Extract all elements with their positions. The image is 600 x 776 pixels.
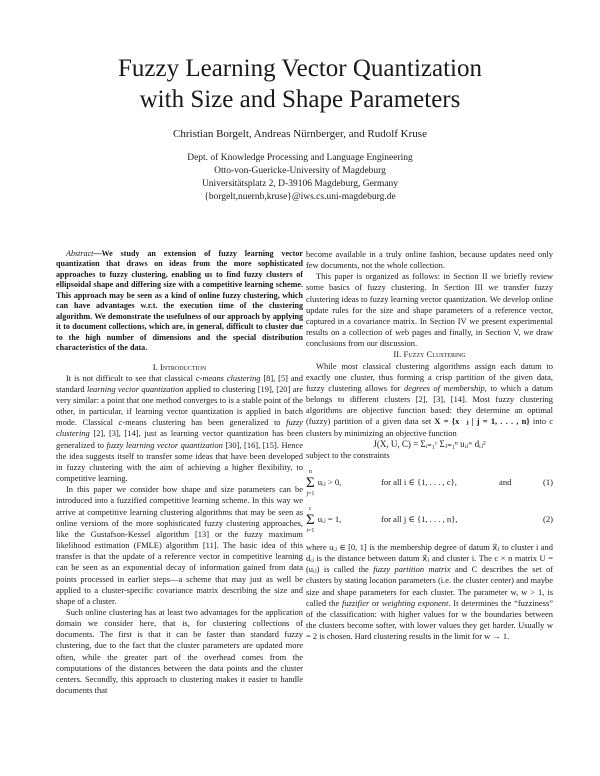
abstract-dash: — (93, 249, 102, 258)
fuzzy-clustering-paragraph-1: While most classical clustering algorithms assign each datum to exactly one cluster, thus forming a crisp partition of the given data, fuzzy clustering allows for degrees of membership, to which a datum belongs to different clusters [2], [3], [14]. Most fuzzy clustering algorithms are objective function based: they determine an optimal (fuzzy) partition of a given data set X = {x⃗ⱼ | j = 1, . . . , n} into c clusters by minimizing an objective function (306, 360, 554, 438)
left-column (56, 249, 303, 696)
author-list: Christian Borgelt, Andreas Nürnberger, and Rudolf Kruse (173, 128, 427, 140)
constraints-intro: subject to the constraints (306, 449, 390, 460)
fuzzy-clustering-paragraph-2: where uᵢⱼ ∈ [0, 1] is the membership degree of datum x⃗ⱼ to cluster i and dᵢⱼ is the distance between datum x⃗ⱼ and cluster i. The c × n matrix U = (uᵢⱼ) is called the fuzzy partition matrix and C describes the set of clusters by stating location parameters (i.e. the cluster center) and maybe size and shape parameters for each cluster. The parameter w, w > 1, is called the fuzzifier or weighting exponent. It determines the “fuzziness” of the classification: with higher values for w the boundaries between the clusters become softer, with lower values they get harder. Usually w = 2 is chosen. Hard clustering results in the limit for w → 1. (306, 541, 553, 642)
intro-paragraph-3: Such online clustering has at least two advantages for the application domain we consider here, that is, for clustering collections of documents. The first is that it can be faster than standard fuzzy clustering, due to the fact that the cluster parameters are updated more often, while the greater part of the overhead comes from the computations of the distances between the data points and the cluster centers. Secondly, this approach to clustering makes it easier to handle documents that (56, 606, 303, 696)
equation-number-2: (2) (542, 514, 553, 525)
abstract-label: Abstract (66, 249, 94, 258)
author-emails: {borgelt,nuernb,kruse}@iws.cs.uni-magdeburg.de (204, 192, 396, 202)
constraint-1-and: and (499, 477, 512, 488)
section-heading-fuzzy-clustering: II. Fuzzy Clustering (393, 349, 466, 360)
title-line-2: with Size and Shape Parameters (139, 86, 461, 113)
intro-paragraph-2: In this paper we consider how shape and size parameters can be introduced into a fuzzified competitive learning scheme. In this way we arrive at competitive learning clustering algorithms that may be seen as online versions of the more sophisticated fuzzy clustering approaches, like the Gustafson-Kessel algorithm [13] or the fuzzy maximum likelihood estimation (FMLE) algorithm [11]. The basic idea of this transfer is that the update of a reference vector in competitive learning can be seen as an exponential decay of information gained from data points processed in earlier steps—a scheme that may just as well be applied to a cluster-specific covariance matrix describing the size and shape of a cluster. (56, 484, 303, 606)
constraint-1-lhs: n Σ j=1 uᵢⱼ > 0, (306, 468, 342, 497)
paper-title (40, 53, 560, 115)
title-line-1: Fuzzy Learning Vector Quantization (117, 55, 482, 82)
affiliation-block (40, 152, 560, 204)
intro-paragraph-continued: become available in a truly online fashion, because updates need only few documents, not the whole collection. (306, 249, 553, 271)
section-heading-introduction: I. Introduction (152, 361, 207, 372)
summation-symbol: n Σ j=1 (306, 468, 315, 497)
intro-paragraph-1: It is not difficult to see that classical c-means clustering [8], [5] and standard learning vector quantization applied to clustering [19], [20] are very similar: a point that one method converges to is a stable point of the other, in particular, if learning vector quantization is applied in batch mode. Classical c-means clustering has been generalized to fuzzy clustering [2], [3], [14], just as learning vector quantization has been generalized to fuzzy learning vector quantization [30], [16], [15]. Hence the idea suggests itself to transfer some ideas that have been developed in fuzzy clustering with the aim of achieving a higher flexibility, to competitive learning. (56, 372, 303, 484)
right-column (306, 249, 553, 642)
summation-symbol: c Σ i=1 (306, 505, 315, 534)
affiliation-line: Otto-von-Guericke-University of Magdeburg (214, 166, 386, 176)
abstract-text: We study an extension of fuzzy learning vector quantization that draws on ideas from the more sophisticated approaches to fuzzy clustering, enabling us to find fuzzy clusters of ellipsoidal shape and differing size with a competitive learning scheme. This approach may be seen as a kind of online fuzzy clustering, which can have advantages w.r.t. the execution time of the clustering algorithm. We demonstrate the usefulness of our approach by applying it to document collections, which are, in general, difficult to cluster due to the high number of dimensions and the special distribution characteristics of the data. (56, 249, 303, 353)
equation-number-1: (1) (542, 477, 553, 488)
objective-function-equation: J(X, U, C) = Σᵢ₌₁ᶜ Σⱼ₌₁ⁿ uᵢⱼʷ dᵢⱼ² (373, 438, 486, 449)
constraint-2-condition: for all j ∈ {1, . . . , n}, (381, 514, 458, 525)
constraint-1 (306, 468, 553, 498)
organization-paragraph: This paper is organized as follows: in Section II we briefly review some basics of fuzzy clustering. In Section III we transfer fuzzy clustering ideas to fuzzy learning vector quantization. We develop online update rules for the size and shape parameters of a reference vector, captured in a covariance matrix. In Section IV we present experimental results on a collection of web pages and finally, in Section V, we draw conclusions from our discussion. (306, 271, 553, 349)
abstract (56, 249, 303, 354)
constraint-1-condition: for all i ∈ {1, . . . , c}, (381, 477, 457, 488)
affiliation-line: Dept. of Knowledge Processing and Language Engineering (187, 153, 413, 163)
constraint-2 (306, 505, 553, 535)
constraint-2-lhs: c Σ i=1 uᵢⱼ = 1, (306, 505, 342, 534)
affiliation-line: Universitätsplatz 2, D-39106 Magdeburg, Germany (201, 179, 399, 189)
